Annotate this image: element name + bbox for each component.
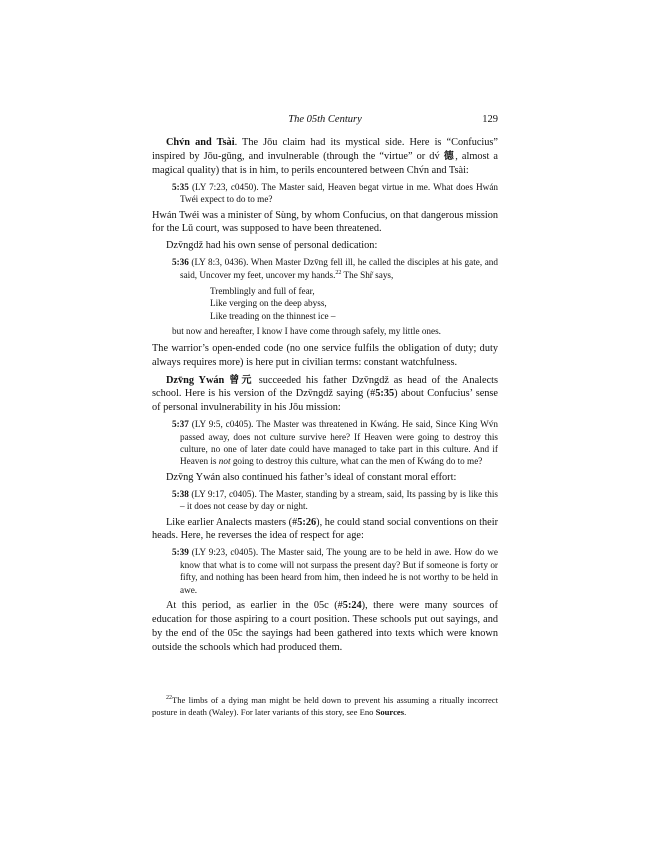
quote-5-39: 5:39 (LY 9:23, c0405). The Master said, The young are to be held in awe. How do we know that what is to come will not surpass the present day? But if someone is forty or fifty, and nothing has been heard from him, then indeed he is not worthy to be held in awe. [172, 547, 498, 595]
paragraph-warrior-code: The warrior’s open-ended code (no one service fulfils the obligation of duty; duty always requires more) is here put in civilian terms: constant watchfulness. [152, 342, 498, 368]
verse-line: Like treading on the thinnest ice – [210, 310, 336, 321]
quote-5-37: 5:37 (LY 9:5, c0405). The Master was threatened in Kwáng. He said, Since King Wv́n passed away, does not culture survive here? If Heaven were going to destroy this culture, no one of later date could have managed to take part in this culture. And if Heaven is not going to destroy this culture, what can the men of Kwáng do to me? [172, 419, 498, 467]
verse-line: Tremblingly and full of fear, [210, 286, 315, 297]
paragraph-moral-effort: Dzv̄ng Ywán also continued his father’s ideal of constant moral effort: [166, 471, 457, 483]
section-heading-chen-tsai: Chv́n and Tsài [166, 137, 235, 148]
paragraph-education: At this period, as earlier in the 05c (#5:24), there were many sources of education for those aspiring to a court position. These schools put out sayings, and by the end of the 05c the sayings had been gathered into texts which were known outside the schools which had produced them. [152, 600, 498, 653]
quote-5-35: 5:35 (LY 7:23, c0450). The Master said, Heaven begat virtue in me. What does Hwán Twéi expect to do to me? [172, 181, 498, 205]
quote-5-38: 5:38 (LY 9:17, c0405). The Master, standing by a stream, said, Its passing by is like this – it does not cease by day or night. [172, 488, 498, 512]
footnotes [152, 695, 498, 718]
footnote-number: 22 [166, 695, 172, 702]
paragraph-dzengdz: Dzv̄ngdž had his own sense of personal dedication: [166, 240, 378, 252]
footnote-ref-22: 22 [335, 269, 342, 276]
paragraph-chen-tsai: Chv́n and Tsài. The Jōu claim had its mystical side. Here is “Confucius” inspired by Jōu-gūng, and invulnerable (through the “virtue” or dv́ 德, almost a magical quality) that is in him, to perils encountered between Chv́n and Tsài: [152, 137, 499, 176]
verse-after: but now and hereafter, I know I have come through safely, my little ones. [172, 326, 441, 337]
running-header [152, 114, 498, 132]
chinese-character-de: 德 [443, 150, 456, 162]
verse-block [210, 285, 498, 322]
page-number: 129 [482, 114, 498, 125]
page-body [152, 114, 498, 655]
verse-line: Like verging on the deep abyss, [210, 298, 327, 309]
chinese-characters-zeng-yuan: 曾元 [229, 374, 254, 386]
running-title: The 05th Century [288, 114, 362, 125]
paragraph-conventions: Like earlier Analects masters (#5:26), he could stand social conventions on their heads. Here, he reverses the idea of respect for age: [152, 516, 498, 542]
footnote-22: $^{22}$The limbs of a dying man might be held down to prevent his assuming a ritually incorrect posture in death (Waley). For later variants of this story, see Eno Sources. [152, 695, 498, 717]
paragraph-hwan-twei: Hwán Twéi was a minister of Sùng, by whom Confucius, on that dangerous mission for the Lǔ court, was supposed to have been threatened. [152, 209, 499, 235]
paragraph-dzeng-ywan: Dzv̄ng Ywán 曾元 succeeded his father Dzv̄ngdž as head of the Analects school. Here is his version of the Dzv̄ngdž saying (#5:35) about Confucius’ sense of personal invulnerability in his Jōu mission: [152, 374, 499, 414]
quote-5-36: 5:36 (LY 8:3, 0436). When Master Dzv̄ng fell ill, he called the disciples at his gate, and said, Uncover my feet, uncover my hands.$^{22}$ The Shr̃ says, [172, 257, 498, 280]
section-heading-dzeng-ywan: Dzv̄ng Ywán [166, 374, 225, 386]
